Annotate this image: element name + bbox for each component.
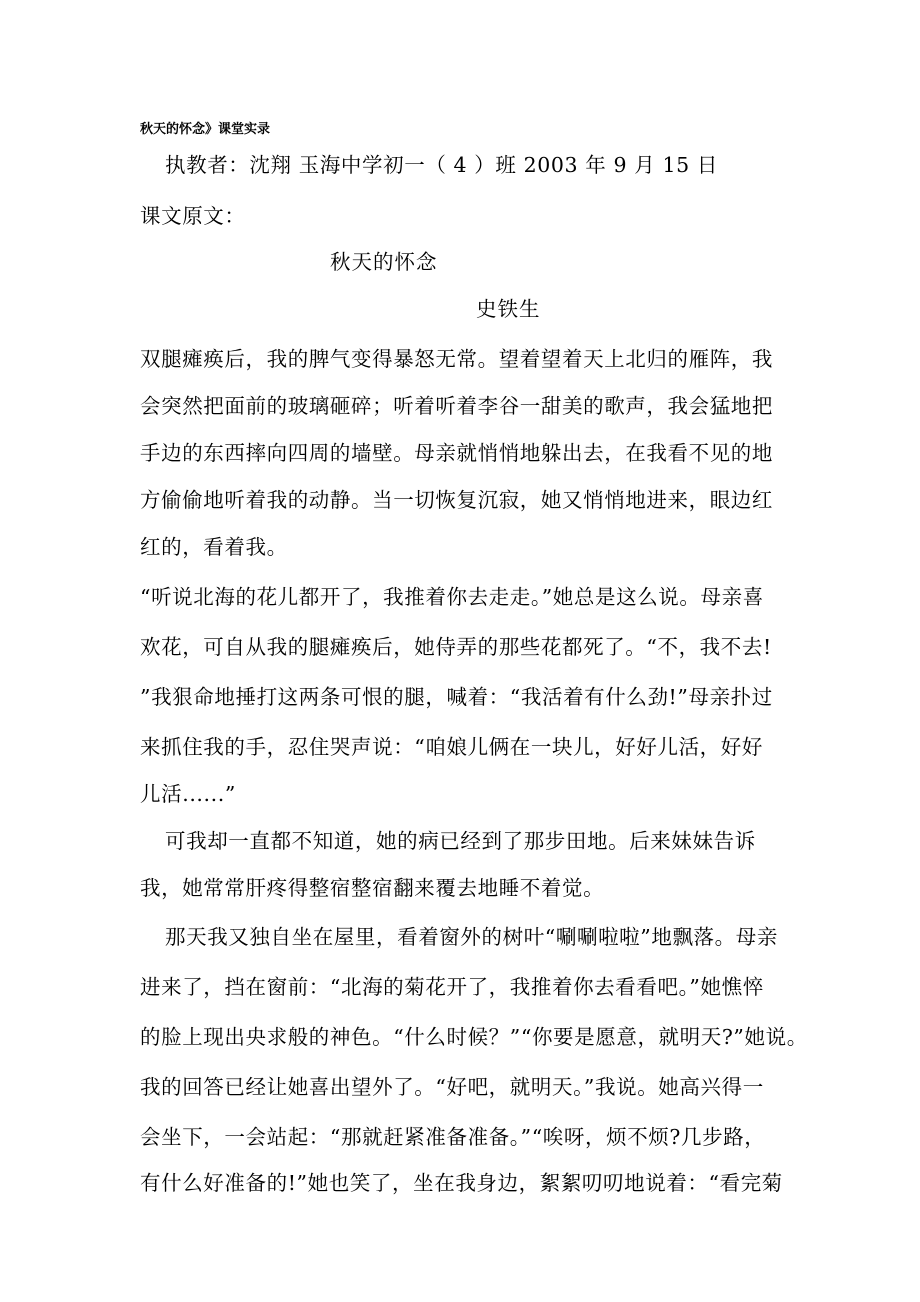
text-line: 那天我又独自坐在屋里，看着窗外的树叶“唰唰啦啦”地飘落。母亲 <box>165 925 778 949</box>
text-line: 进来了，挡在窗前：“北海的菊花开了，我推着你去看看吧。”她憔悴 <box>140 975 764 999</box>
text-line: 会坐下，一会站起：“那就赶紧准备准备。”“唉呀，烦不烦?几步路， <box>140 1125 766 1149</box>
text-line: 红的，看着我。 <box>140 535 288 559</box>
text-line: 儿活......” <box>140 782 236 806</box>
source-label: 课文原文： <box>140 204 246 228</box>
text-line: ”我狠命地捶打这两条可恨的腿，喊着：“我活着有什么劲!”母亲扑过 <box>140 685 773 709</box>
text-line: “听说北海的花儿都开了，我推着你去走走。”她总是这么说。母亲喜 <box>140 585 764 609</box>
teacher-info-line: 执教者：沈翔 玉海中学初一（ 4 ）班 2003 年 9 月 15 日 <box>165 153 718 177</box>
text-line: 手边的东西摔向四周的墙壁。母亲就悄悄地躲出去，在我看不见的地 <box>140 441 773 465</box>
text-line: 双腿瘫痪后，我的脾气变得暴怒无常。望着望着天上北归的雁阵，我 <box>140 347 773 371</box>
text-line: 可我却一直都不知道，她的病已经到了那步田地。后来妹妹告诉 <box>165 829 756 853</box>
document-heading: 秋天的怀念》课堂实录 <box>140 122 271 137</box>
text-title: 秋天的怀念 <box>330 250 438 274</box>
text-line: 我，她常常肝疼得整宿整宿翻来覆去地睡不着觉。 <box>140 876 605 900</box>
text-line: 我的回答已经让她喜出望外了。“好吧，就明天。”我说。她高兴得一 <box>140 1075 764 1099</box>
text-line: 有什么好准备的!”她也笑了，坐在我身边，絮絮叨叨地说着：“看完菊 <box>140 1171 783 1195</box>
text-line: 来抓住我的手，忍住哭声说：“咱娘儿俩在一块儿，好好儿活，好好 <box>140 735 763 759</box>
text-line: 的脸上现出央求般的神色。“什么时候？”“你要是愿意，就明天?”她说。 <box>140 1025 808 1049</box>
text-line: 欢花，可自从我的腿瘫痪后，她侍弄的那些花都死了。“不，我不去! <box>140 635 772 659</box>
text-line: 方偷偷地听着我的动静。当一切恢复沉寂，她又悄悄地进来，眼边红 <box>140 488 773 512</box>
text-line: 会突然把面前的玻璃砸碎；听着听着李谷一甜美的歌声，我会猛地把 <box>140 394 773 418</box>
text-author: 史铁生 <box>476 297 541 321</box>
